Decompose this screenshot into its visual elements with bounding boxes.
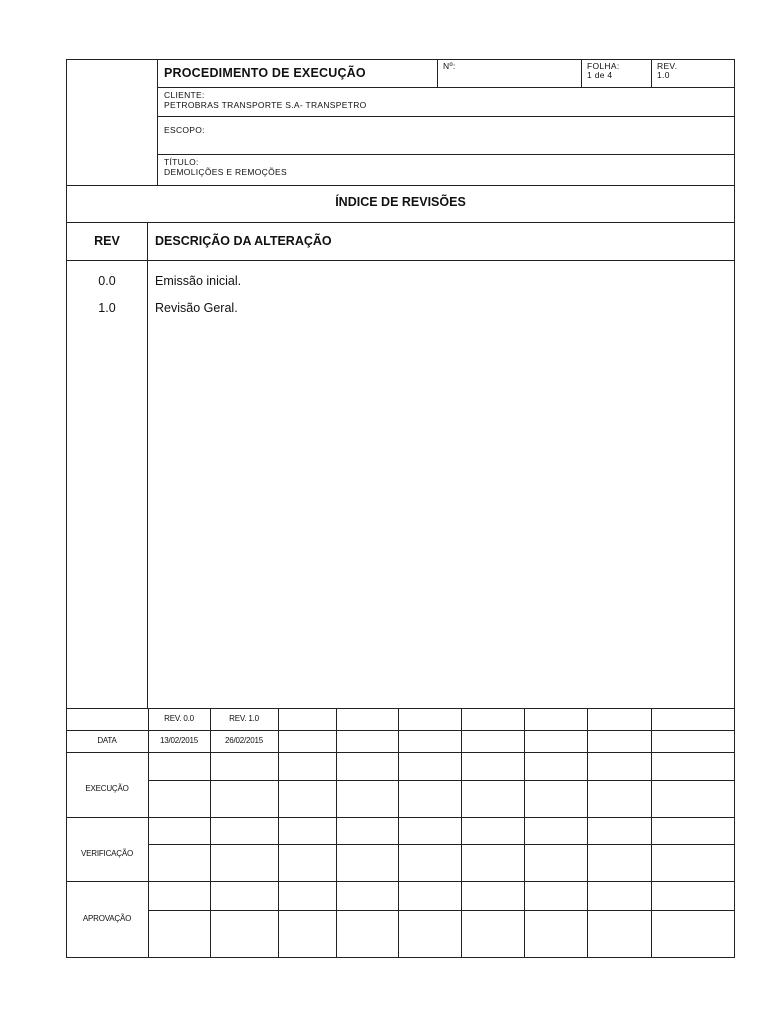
number-label: Nº:	[443, 61, 456, 71]
header-bottom-divider	[66, 185, 735, 186]
grid-rev-1-header: REV. 1.0	[229, 714, 259, 723]
grid-col-divider	[278, 708, 279, 958]
description-column-header: DESCRIÇÃO DA ALTERAÇÃO	[155, 234, 332, 248]
grid-rev-0-header: REV. 0.0	[164, 714, 194, 723]
verification-row-label: VERIFICAÇÃO	[80, 849, 134, 858]
revision-row-0-desc: Emissão inicial.	[155, 274, 242, 288]
header-col-rev	[651, 59, 652, 87]
grid-col-divider	[148, 708, 149, 958]
revision-row-1-desc: Revisão Geral.	[155, 301, 238, 315]
execution-row-label: EXECUÇÃO	[85, 784, 129, 793]
grid-row-divider	[148, 910, 735, 911]
grid-row-divider	[66, 730, 735, 731]
grid-row-divider	[66, 817, 735, 818]
revision-row-0-rev: 0.0	[98, 274, 116, 288]
grid-row-divider	[148, 780, 735, 781]
date-rev-1: 26/02/2015	[224, 736, 264, 745]
grid-row-divider	[148, 844, 735, 845]
title-label: TÍTULO:	[164, 157, 199, 167]
revision-row-1-rev: 1.0	[98, 301, 116, 315]
rev-value: 1.0	[657, 70, 670, 80]
date-row-label: DATA	[97, 736, 117, 745]
revisions-header-divider	[66, 260, 735, 261]
rev-label: REV.	[657, 61, 678, 71]
header-divider-1	[157, 87, 735, 88]
rev-column-header: REV	[94, 234, 120, 248]
grid-top-border	[66, 708, 735, 709]
header-col-number	[437, 59, 438, 87]
header-divider-3	[157, 154, 735, 155]
grid-col-divider	[651, 708, 652, 958]
client-label: CLIENTE:	[164, 90, 205, 100]
grid-col-divider	[398, 708, 399, 958]
date-rev-0: 13/02/2015	[159, 736, 199, 745]
header-divider-2	[157, 116, 735, 117]
scope-label: ESCOPO:	[164, 125, 205, 135]
grid-row-divider	[66, 752, 735, 753]
grid-col-divider	[587, 708, 588, 958]
document-title: PROCEDIMENTO DE EXECUÇÃO	[164, 66, 366, 80]
sheet-value: 1 de 4	[587, 70, 613, 80]
sheet-label: FOLHA:	[587, 61, 620, 71]
grid-col-divider	[461, 708, 462, 958]
logo-cell-divider	[157, 59, 158, 185]
approval-row-label: APROVAÇÃO	[82, 914, 132, 923]
grid-col-divider	[336, 708, 337, 958]
grid-row-divider	[66, 881, 735, 882]
revisions-section-title: ÍNDICE DE REVISÕES	[335, 195, 466, 209]
revisions-title-divider	[66, 222, 735, 223]
header-col-sheet	[581, 59, 582, 87]
client-value: PETROBRAS TRANSPORTE S.A- TRANSPETRO	[164, 100, 367, 110]
document-frame	[66, 59, 735, 958]
title-value: DEMOLIÇÕES E REMOÇÕES	[164, 167, 287, 177]
grid-col-divider	[210, 708, 211, 958]
revisions-column-divider	[147, 222, 148, 708]
grid-col-divider	[524, 708, 525, 958]
